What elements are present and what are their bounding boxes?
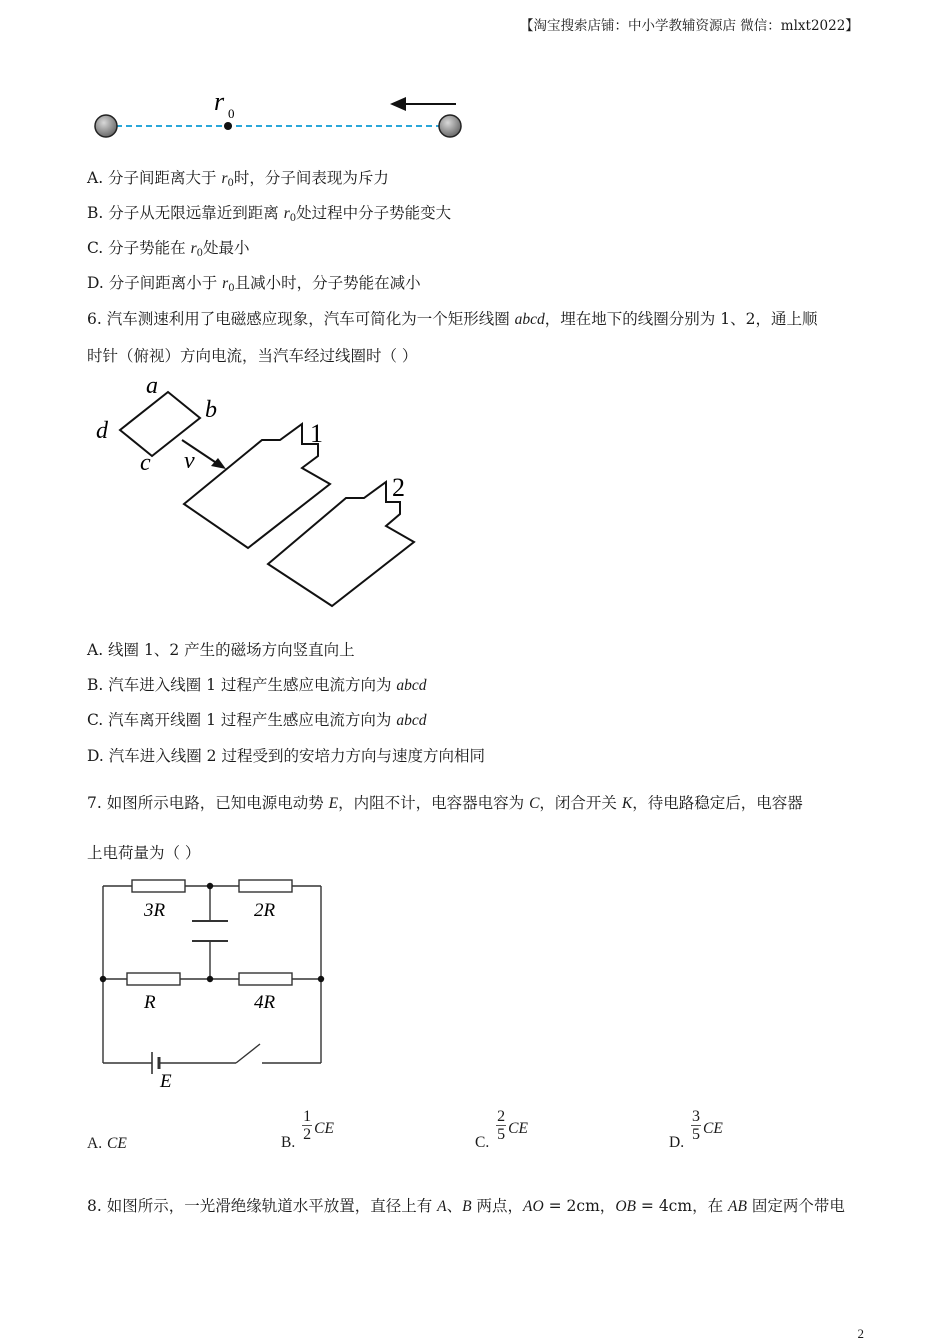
- molecule-left: [95, 115, 117, 137]
- coil-figure: [88, 372, 428, 608]
- resistor-4r: [239, 973, 292, 985]
- circuit-diagram: [96, 876, 332, 1094]
- vertex-label-a: a: [146, 373, 158, 399]
- q5-option-c: C. 分子势能在 $r_0$处最小: [87, 239, 250, 259]
- q6-option-d: D. 汽车进入线圈 2 过程受到的安培力方向与速度方向相同: [87, 747, 485, 765]
- q7-stem-line2: 上电荷量为（ ）: [87, 844, 201, 862]
- label-2r: 2R: [254, 900, 276, 921]
- label-r: R: [144, 992, 156, 1013]
- q7-option-a: A. CE: [87, 1135, 127, 1152]
- page-header: 【淘宝搜索店铺：中小学教辅资源店 微信：mlxt2022】: [520, 18, 859, 34]
- q6-stem-line1: 6. 汽车测速利用了电磁感应现象，汽车可简化为一个矩形线圈 abcd，埋在地下的线圈分别为 1、2，通上顺: [87, 310, 818, 328]
- q8-stem-line1: 8. 如图所示，一光滑绝缘轨道水平放置，直径上有 A、B 两点，AO = 2cm，OB = 4cm，在 AB 固定两个带电: [87, 1197, 845, 1215]
- r0-label: r: [214, 87, 225, 116]
- q7-option-c: C. $\frac{2}{5}$ CE: [475, 1108, 528, 1151]
- q7-stem-line1: 7. 如图所示电路，已知电源电动势 E，内阻不计，电容器电容为 C，闭合开关 K，待电路稳定后，电容器: [87, 794, 803, 812]
- q6-option-b: B. 汽车进入线圈 1 过程产生感应电流方向为 abcd: [87, 676, 427, 694]
- label-e: E: [160, 1071, 172, 1092]
- r0-point: [224, 122, 232, 130]
- q7-option-d: D. $\frac{3}{5}$ CE: [669, 1108, 723, 1151]
- q6-option-a: A. 线圈 1、2 产生的磁场方向竖直向上: [87, 641, 355, 659]
- q6-stem-line2: 时针（俯视）方向电流，当汽车经过线圈时（ ）: [87, 347, 418, 365]
- resistor-r: [127, 973, 180, 985]
- label-4r: 4R: [254, 992, 276, 1013]
- r0-subscript: 0: [228, 106, 235, 121]
- coil-label-2: 2: [392, 473, 405, 502]
- switch-k: [236, 1044, 260, 1063]
- q5-option-a: A. 分子间距离大于 $r_0$时，分子间表现为斥力: [87, 169, 389, 189]
- vertex-label-b: b: [205, 397, 217, 423]
- q5-option-d: D. 分子间距离小于 $r_0$且减小时，分子势能在减小: [87, 274, 421, 294]
- velocity-label-v: v: [184, 448, 195, 474]
- q5-option-b: B. 分子从无限远靠近到距离 $r_0$处过程中分子势能变大: [87, 204, 452, 224]
- car-coil-abcd: [120, 392, 200, 456]
- motion-arrow-head: [390, 97, 406, 111]
- molecule-right: [439, 115, 461, 137]
- coil-label-1: 1: [310, 419, 323, 448]
- vertex-label-d: d: [96, 418, 108, 444]
- resistor-2r: [239, 880, 292, 892]
- molecule-distance-figure: [88, 84, 478, 144]
- q6-option-c: C. 汽车离开线圈 1 过程产生感应电流方向为 abcd: [87, 711, 427, 729]
- resistor-3r: [132, 880, 185, 892]
- label-3r: 3R: [144, 900, 166, 921]
- q7-option-b: B. $\frac{1}{2}$ CE: [281, 1108, 334, 1151]
- vertex-label-c: c: [140, 450, 151, 476]
- page-number: 2: [857, 1326, 864, 1341]
